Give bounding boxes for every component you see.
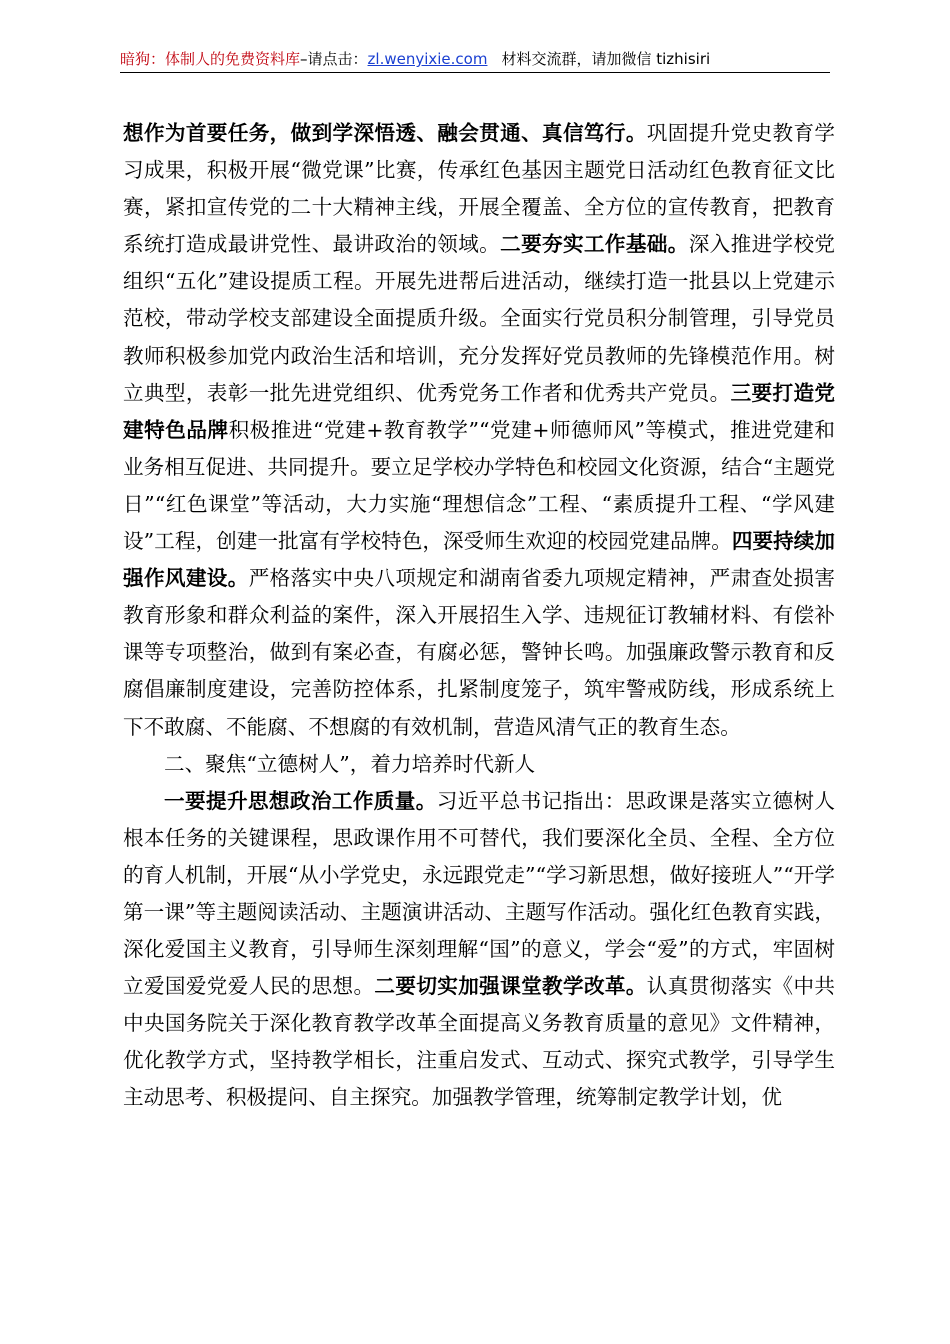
section-heading — [123, 746, 835, 783]
text-run: 习近平总书记指出：思政课是落实立德树人根本任务的关键课程，思政课作用不可替代，我们要深化全员、全程、全方位的育人机制，开展“从小学党史，永远跟党走”“学习新思想，做好接班人”“开学第一课”等主题阅读活动、主题演讲活动、主题写作活动。强化红色教育实践，深化爱国主义教育，引导师生深刻理解“国”的意义，学会“爱”的方式，牢固树立爱国爱党爱人民的思想。 — [123, 788, 835, 999]
text-run: 严格落实中央八项规定和湖南省委九项规定精神，严肃查处损害教育形象和群众利益的案件，深入开展招生入学、违规征订教辅材料、有偿补课等专项整治，做到有案必查，有腐必惩，警钟长鸣。加强廉政警示教育和反腐倡廉制度建设，完善防控体系，扎紧制度笼子，筑牢警戒防线，形成系统上下不敢腐、不能腐、不想腐的有效机制，营造风清气正的教育生态。 — [123, 566, 836, 739]
text-run: 巩固提升党史教育学习成果，积极开展“微党课”比赛，传承红色基因主题党日活动红色教育征文比赛，紧扣宣传党的二十大精神主线，开展全覆盖、全方位的宣传教育，把教育系统打造成最讲党性、最讲政治的领域。 — [123, 121, 836, 257]
text-run: 积极推进“党建+教育教学”“党建+师德师风”等模式，推进党建和业务相互促进、共同提升。要立足学校办学特色和校园文化资源，结合“主题党日”“红色课堂”等活动，大力实施“理想信念”工程、“素质提升工程、“学风建设”工程，创建一批富有学校特色，深受师生欢迎的校园党建品牌。 — [123, 417, 836, 554]
text-run: 想作为首要任务，做到学深悟透、融会贯通、真信笃行。 — [123, 121, 647, 145]
paragraph-moral-education — [123, 783, 835, 1117]
document-body — [123, 115, 835, 1117]
text-run: 深入推进学校党组织“五化”建设提质工程。开展先进帮后进活动，继续打造一批县以上党建示范校，带动学校支部建设全面提质升级。全面实行党员积分制管理，引导党员教师积极参加党内政治生活和培训，充分发挥好党员教师的先锋模范作用。树立典型，表彰一批先进党组织、优秀党务工作者和优秀共产党员。 — [123, 232, 836, 405]
header-link[interactable]: zl.wenyixie.com — [367, 50, 488, 68]
header-divider — [120, 72, 830, 73]
paragraph-party-building — [123, 115, 835, 746]
header-prompt: –请点击： — [300, 50, 368, 68]
text-run: 二要夯实工作基础。 — [500, 232, 689, 257]
text-run: 认真贯彻落实《中共中央国务院关于深化教育教学改革全面提高义务教育质量的意见》文件精神，优化教学方式，坚持教学相长，注重启发式、互动式、探究式教学，引导学生主动思考、积极提问、自主探究。加强教学管理，统筹制定教学计划，优 — [123, 974, 836, 1110]
text-run: 四要持续加强作风建设。 — [123, 529, 835, 591]
text-run: 二要切实加强课堂教学改革。 — [374, 974, 647, 999]
header-brand: 暗狗：体制人的免费资料库 — [120, 50, 301, 68]
text-run: 一要提升思想政治工作质量。 — [164, 788, 437, 813]
text-run: 三要打造党建特色品牌 — [123, 380, 836, 442]
header-group-info: 材料交流群，请加微信 tizhisiri — [501, 50, 711, 68]
text-run: 二、聚焦“立德树人”，着力培养时代新人 — [164, 751, 536, 776]
page-header — [120, 46, 830, 72]
